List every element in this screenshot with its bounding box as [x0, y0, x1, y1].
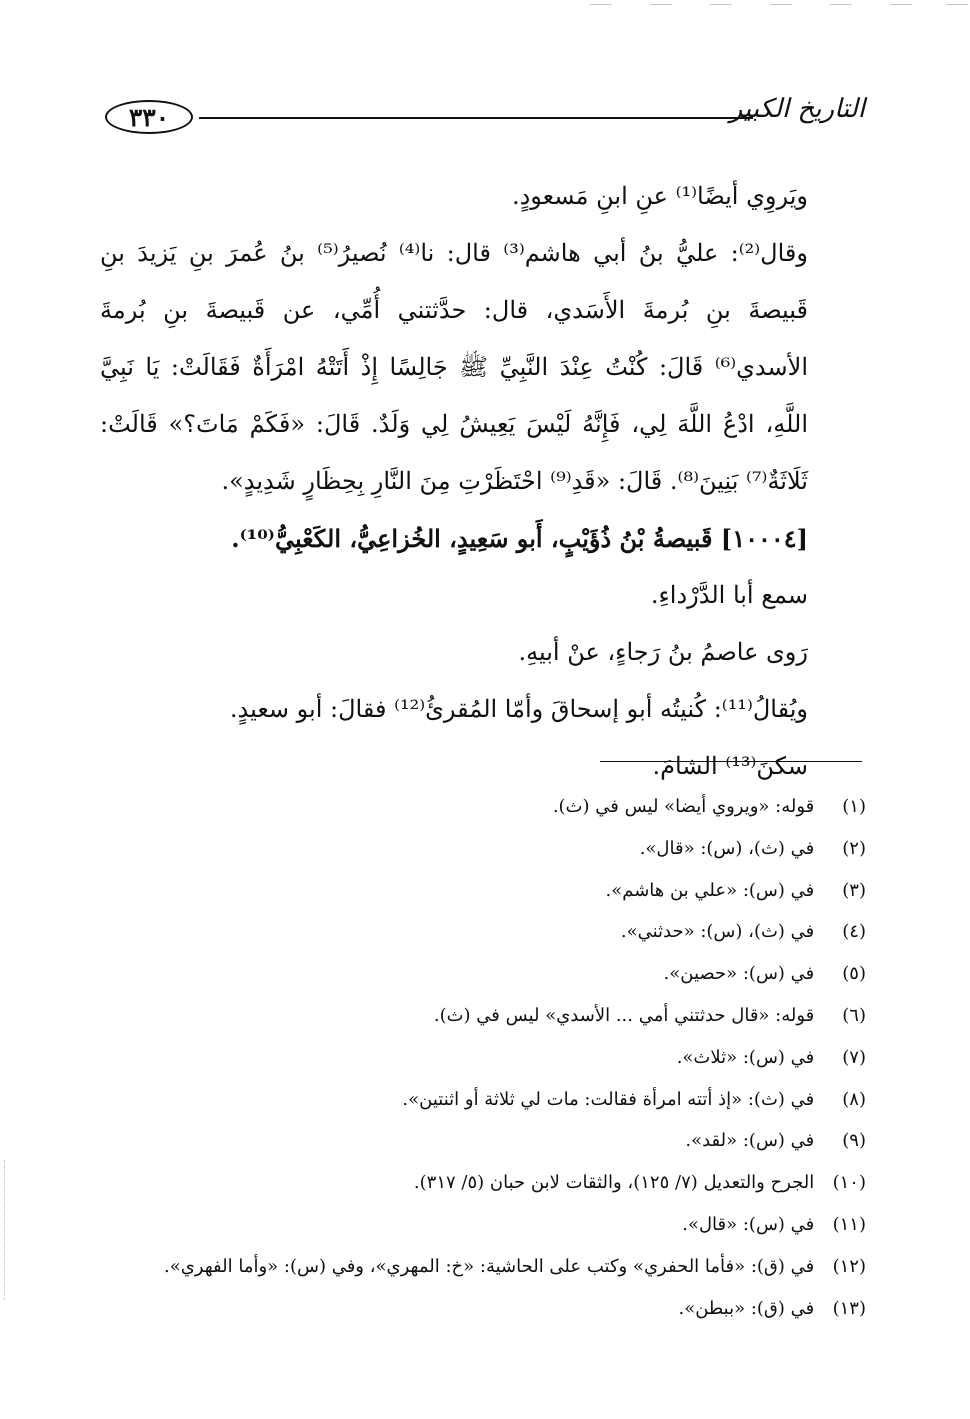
footnote-text: في (س): «ثلاث».	[676, 1046, 815, 1068]
page-header	[105, 94, 865, 140]
paragraph: ويَروِي أيضًا⁽¹⁾ عنِ ابنِ مَسعودٍ.	[511, 182, 808, 210]
top-edge-marks	[590, 4, 970, 6]
footnote	[100, 828, 866, 870]
footnote	[100, 953, 866, 995]
paragraph: ويُقالُ⁽¹¹⁾: كُنيتُه أبو إسحاقَ وأمّا المُقرئُ⁽¹²⁾ فقالَ: أبو سعيدٍ.	[229, 695, 808, 723]
footnote-number: (٩)	[842, 1130, 866, 1152]
footnote-text: قوله: «قال حدثتني أمي ... الأسدي» ليس في (ث).	[433, 1004, 815, 1026]
footnote-text: الجرح والتعديل (٧/ ١٢٥)، والثقات لابن حبان (٥/ ٣١٧).	[413, 1172, 815, 1194]
footnote-text: في (ق): «فأما الحفري» وكتب على الحاشية: «خ: المهري»، وفي (س): «وأما الفهري».	[163, 1255, 815, 1277]
paragraph: سمع أبا الدَّرْداءِ.	[650, 581, 808, 609]
footnote-text: في (س): «حصين».	[663, 963, 815, 985]
footnote	[100, 1204, 866, 1246]
footnote	[100, 870, 866, 912]
footnote-text: في (س): «لقد».	[685, 1130, 815, 1152]
footnote-number: (٣)	[842, 879, 866, 901]
footnote-number: (١٢)	[832, 1255, 866, 1277]
paragraph: رَوى عاصمُ بنُ رَجاءٍ، عنْ أبيهِ.	[518, 638, 808, 666]
footnote-text: في (ق): «ببطن».	[678, 1297, 815, 1319]
entry-heading: [١٠٠٠٤] قَبيصةُ بْنُ ذُؤَيْبٍ، أَبو سَعِيدٍ، الخُزاعِيُّ، الكَعْبِيُّ⁽¹⁰⁾.	[231, 524, 808, 553]
footnote-text: في (ث): «إذ أتته امرأة فقالت: مات لي ثلاثة أو اثنتين».	[402, 1088, 815, 1110]
footnote-number: (٥)	[842, 963, 866, 985]
footnote-text: في (ث)، (س): «قال».	[639, 837, 815, 859]
footnote	[100, 1037, 866, 1079]
main-text	[100, 168, 868, 795]
footnote-number: (٦)	[842, 1004, 866, 1026]
footnote-number: (٧)	[842, 1046, 866, 1068]
footnote	[100, 1246, 866, 1288]
footnote-text: في (س): «علي بن هاشم».	[605, 879, 815, 901]
margin-dots	[4, 1160, 7, 1300]
footnote-number: (٨)	[842, 1088, 866, 1110]
footnote	[100, 1120, 866, 1162]
paragraph: وقال⁽²⁾: عليُّ بنُ أبي هاشم⁽³⁾ قال: نا⁽⁴⁾ نُصيرُ⁽⁵⁾ بنُ عُمرَ بنِ يَزيدَ بنِ قَبيصةَ بنِ بُرمةَ الأَسَدي، قال: حدَّثتني أُمِّي، عن قَبيصةَ بنِ بُرمةَ الأسدي⁽⁶⁾ قَالَ: كُنْتُ عِنْدَ النَّبِيِّ ﷺ جَالِسًا إِذْ أَتَتْهُ امْرَأَةٌ فَقَالَتْ: يَا نَبِيَّ اللَّهِ، ادْعُ اللَّهَ لِي، فَإِنَّهُ لَيْسَ يَعِيشُ لِي وَلَدٌ. قَالَ: «فَكَمْ مَاتَ؟» قَالَتْ: ثَلَاثَةٌ⁽⁷⁾ بَنِينَ⁽⁸⁾. قَالَ: «قَدِ⁽⁹⁾ احْتَظَرْتِ مِنَ النَّارِ بِحِظَارٍ شَدِيدٍ».	[100, 239, 808, 495]
footnote-number: (١)	[842, 796, 866, 817]
footnote-number: (١٠)	[832, 1172, 866, 1194]
footnote-text: في (ث)، (س): «حدثني».	[620, 921, 815, 943]
footnote-text: في (س): «قال».	[682, 1213, 815, 1235]
footnote-number: (٤)	[842, 921, 866, 943]
page-number: ٣٣٠	[105, 100, 193, 134]
footnote-number: (١١)	[832, 1213, 866, 1235]
footnote-number: (٢)	[842, 837, 866, 859]
footnote-number: (١٣)	[832, 1297, 866, 1319]
footnote	[100, 911, 866, 953]
footnote-divider	[600, 761, 862, 762]
header-rule	[199, 117, 753, 119]
paragraph: سكنَ⁽¹³⁾ الشامَ.	[652, 752, 808, 780]
footnotes	[100, 786, 866, 1329]
running-title: التاريخ الكبير	[729, 94, 865, 124]
footnote	[100, 1288, 866, 1330]
footnote	[100, 786, 866, 828]
footnote	[100, 1162, 866, 1204]
footnote	[100, 995, 866, 1037]
footnote-text: قوله: «ويروي أيضا» ليس في (ث).	[552, 796, 815, 817]
footnote	[100, 1079, 866, 1121]
